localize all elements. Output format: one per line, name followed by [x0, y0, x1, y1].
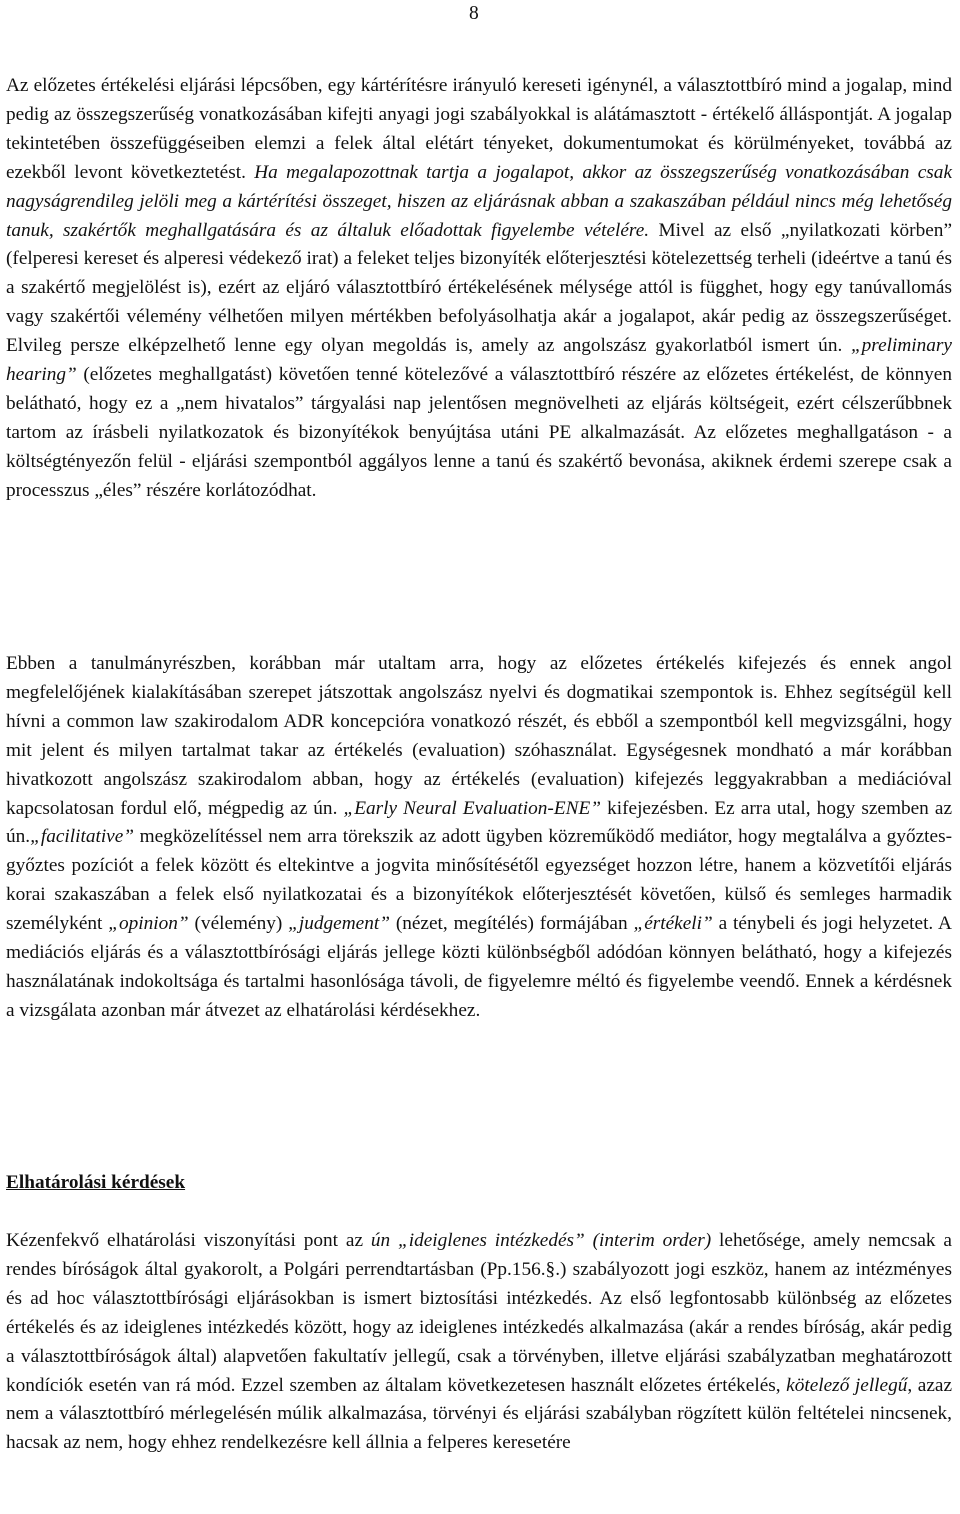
text-segment-italic: „judgement”	[288, 913, 390, 935]
text-segment: a ténybeli és jogi helyzetet. A mediációs eljárás és a választottbírósági eljárás jellege közti különbségből adódóan könnyen belátható, hogy a kifejezés használatának indokoltsága és tartalmi hasonlósága távoli, de figyelemre méltó és figyelembe veendő. Ennek a kérdésnek a vizsgálata azonban már átvezet az elhatárolási kérdésekhez.	[6, 913, 952, 1021]
text-segment: lehetősége, amely nemcsak a rendes bíróságok által gyakorolt, a Polgári perrendtartásban (Pp.156.§.) szabályozott jogi eszköz, hanem az intézményes és ad hoc választottbírósági eljárásokban is ismert biztosítási intézkedés. Az első legfontosabb különbség az előzetes értékelés és az ideiglenes intézkedés között, hogy az ideiglenes intézkedés alkalmazása (akár a rendes bíróság, akár pedig a választottbíróságok által) alapvetően fakultatív jellegű, csak a törvényben, illetve eljárási szabályzatban meghatározott kondíciók esetén van rá mód. Ezzel szemben az általam következetesen használt előzetes értékelés,	[6, 1230, 952, 1396]
section-heading: Elhatárolási kérdések	[6, 1172, 186, 1193]
paragraph-preliminary-evaluation	[6, 72, 952, 506]
text-segment: , azaz nem a választottbíró mérlegelésén múlik alkalmazása, törvényi és eljárási szabályban rögzített külön feltételei nincsenek, hacsak az nem, hogy ehhez rendelkezésre kell állnia a felperes keresetére	[6, 1374, 953, 1454]
text-segment: megközelítéssel nem arra törekszik az adott ügyben közreműködő mediátor, hogy megtalálva a győztes-győztes pozíciót a felek között és eltekintve a jogvita minősítésétől egyezséget hozzon létre, hanem a közvetítői eljárás korai szakaszában a felek első nyilatkozatai és a bizonyítékok előterjesztését követően, külső és semleges harmadik személyként	[6, 826, 952, 935]
text-segment-italic: „Early Neural Evaluation-ENE”	[343, 797, 601, 819]
text-segment: Mivel az első „nyilatkozati körben” (felperesi kereset és alperesi védekező irat) a feleket teljes bizonyíték előterjesztési kötelezettség terheli (ideértve a tanú és a szakértő megjelölést is), ezért az eljáró választottbíró értékelésének mélysége attól is függhet, hogy egy tanúvallomás vagy szakértői vélemény vélhetően milyen mértékben befolyásolhatja akár a jogalapot, akár pedig az összegszerűséget. Elvileg persze elképzelhető lenne egy olyan megoldás is, amely az angolszász gyakorlatból ismert ún.	[6, 219, 952, 357]
text-segment: (nézet, megítélés) formájában	[389, 913, 634, 935]
page-number: 8	[469, 3, 479, 24]
text-segment: Ebben a tanulmányrészben, korábban már utaltam arra, hogy az előzetes értékelés kifejezés és ennek angol megfelelőjének kialakításában szerepet játszottak angolszász nyelvi és dogmatikai szempontok is. Ehhez segítségül kell hívni a common law szakirodalom ADR koncepcióra vonatkozó részét, és ebből a szempontból kell megvizsgálni, hogy mit jelent és milyen tartalmat takar az értékelés (evaluation) szóhasználat. Egységesnek mondható a már korábban hivatkozott angolszász szakirodalom abban, hogy az értékelés (evaluation) kifejezés leggyakrabban a mediációval kapcsolatosan fordul elő, mégpedig az ún.	[6, 653, 952, 819]
paragraph-evaluation-terminology	[6, 650, 952, 1026]
text-segment-italic: „értékeli”	[633, 913, 713, 935]
text-segment: kifejezésben. Ez arra utal, hogy szemben az ún.	[6, 797, 953, 848]
text-segment-italic: „preliminary hearing”	[6, 335, 952, 386]
text-segment-italic: kötelező jellegű	[786, 1374, 908, 1396]
text-segment: Kézenfekvő elhatárolási viszonyítási pont az	[6, 1230, 371, 1251]
paragraph-interim-order	[6, 1227, 952, 1458]
text-segment: (vélemény)	[188, 913, 289, 935]
text-segment-italic: Ha megalapozottnak tartja a jogalapot, akkor az összegszerűség vonatkozásában csak nagyságrendileg jelöli meg a kártérítési összeget, hiszen az eljárásnak abban a szakaszában például nincs még lehetőség tanuk, szakértők meghallgatására és az általuk előadottak figyelembe vételére.	[6, 161, 952, 241]
text-segment-italic: „facilitative”	[30, 826, 135, 848]
text-segment: (előzetes meghallgatást) követően tenné kötelezővé a választottbíró részére az előzetes értékelést, de könnyen belátható, hogy ez a „nem hivatalos” tárgyalási nap jelentősen megnövelheti az eljárás költségeit, ezért célszerűbbnek tartom az írásbeli nyilatkozatok és bizonyítékok benyújtása utáni PE alkalmazását. Az előzetes meghallgatáson - a költségtényezőn felül - eljárási szempontból aggályos lenne a tanú és szakértő bevonása, akiknek érdemi szerepe csak a processzus „éles” részére korlátozódhat.	[6, 364, 952, 501]
text-segment-italic: „opinion”	[108, 913, 189, 935]
text-segment-italic: ún „ideiglenes intézkedés” (interim order)	[370, 1230, 712, 1251]
text-segment: Az előzetes értékelési eljárási lépcsőben, egy kártérítésre irányuló kereseti igénynél, a választottbíró mind a jogalap, mind pedig az összegszerűség vonatkozásában kifejti anyagi jogi szabályokkal is alátámasztott - értékelő álláspontját. A jogalap tekintetében összefüggéseiben elemzi a felek által elétárt tényeket, dokumentumokat és körülményeket, továbbá az ezekből levont következtetést.	[6, 75, 952, 183]
